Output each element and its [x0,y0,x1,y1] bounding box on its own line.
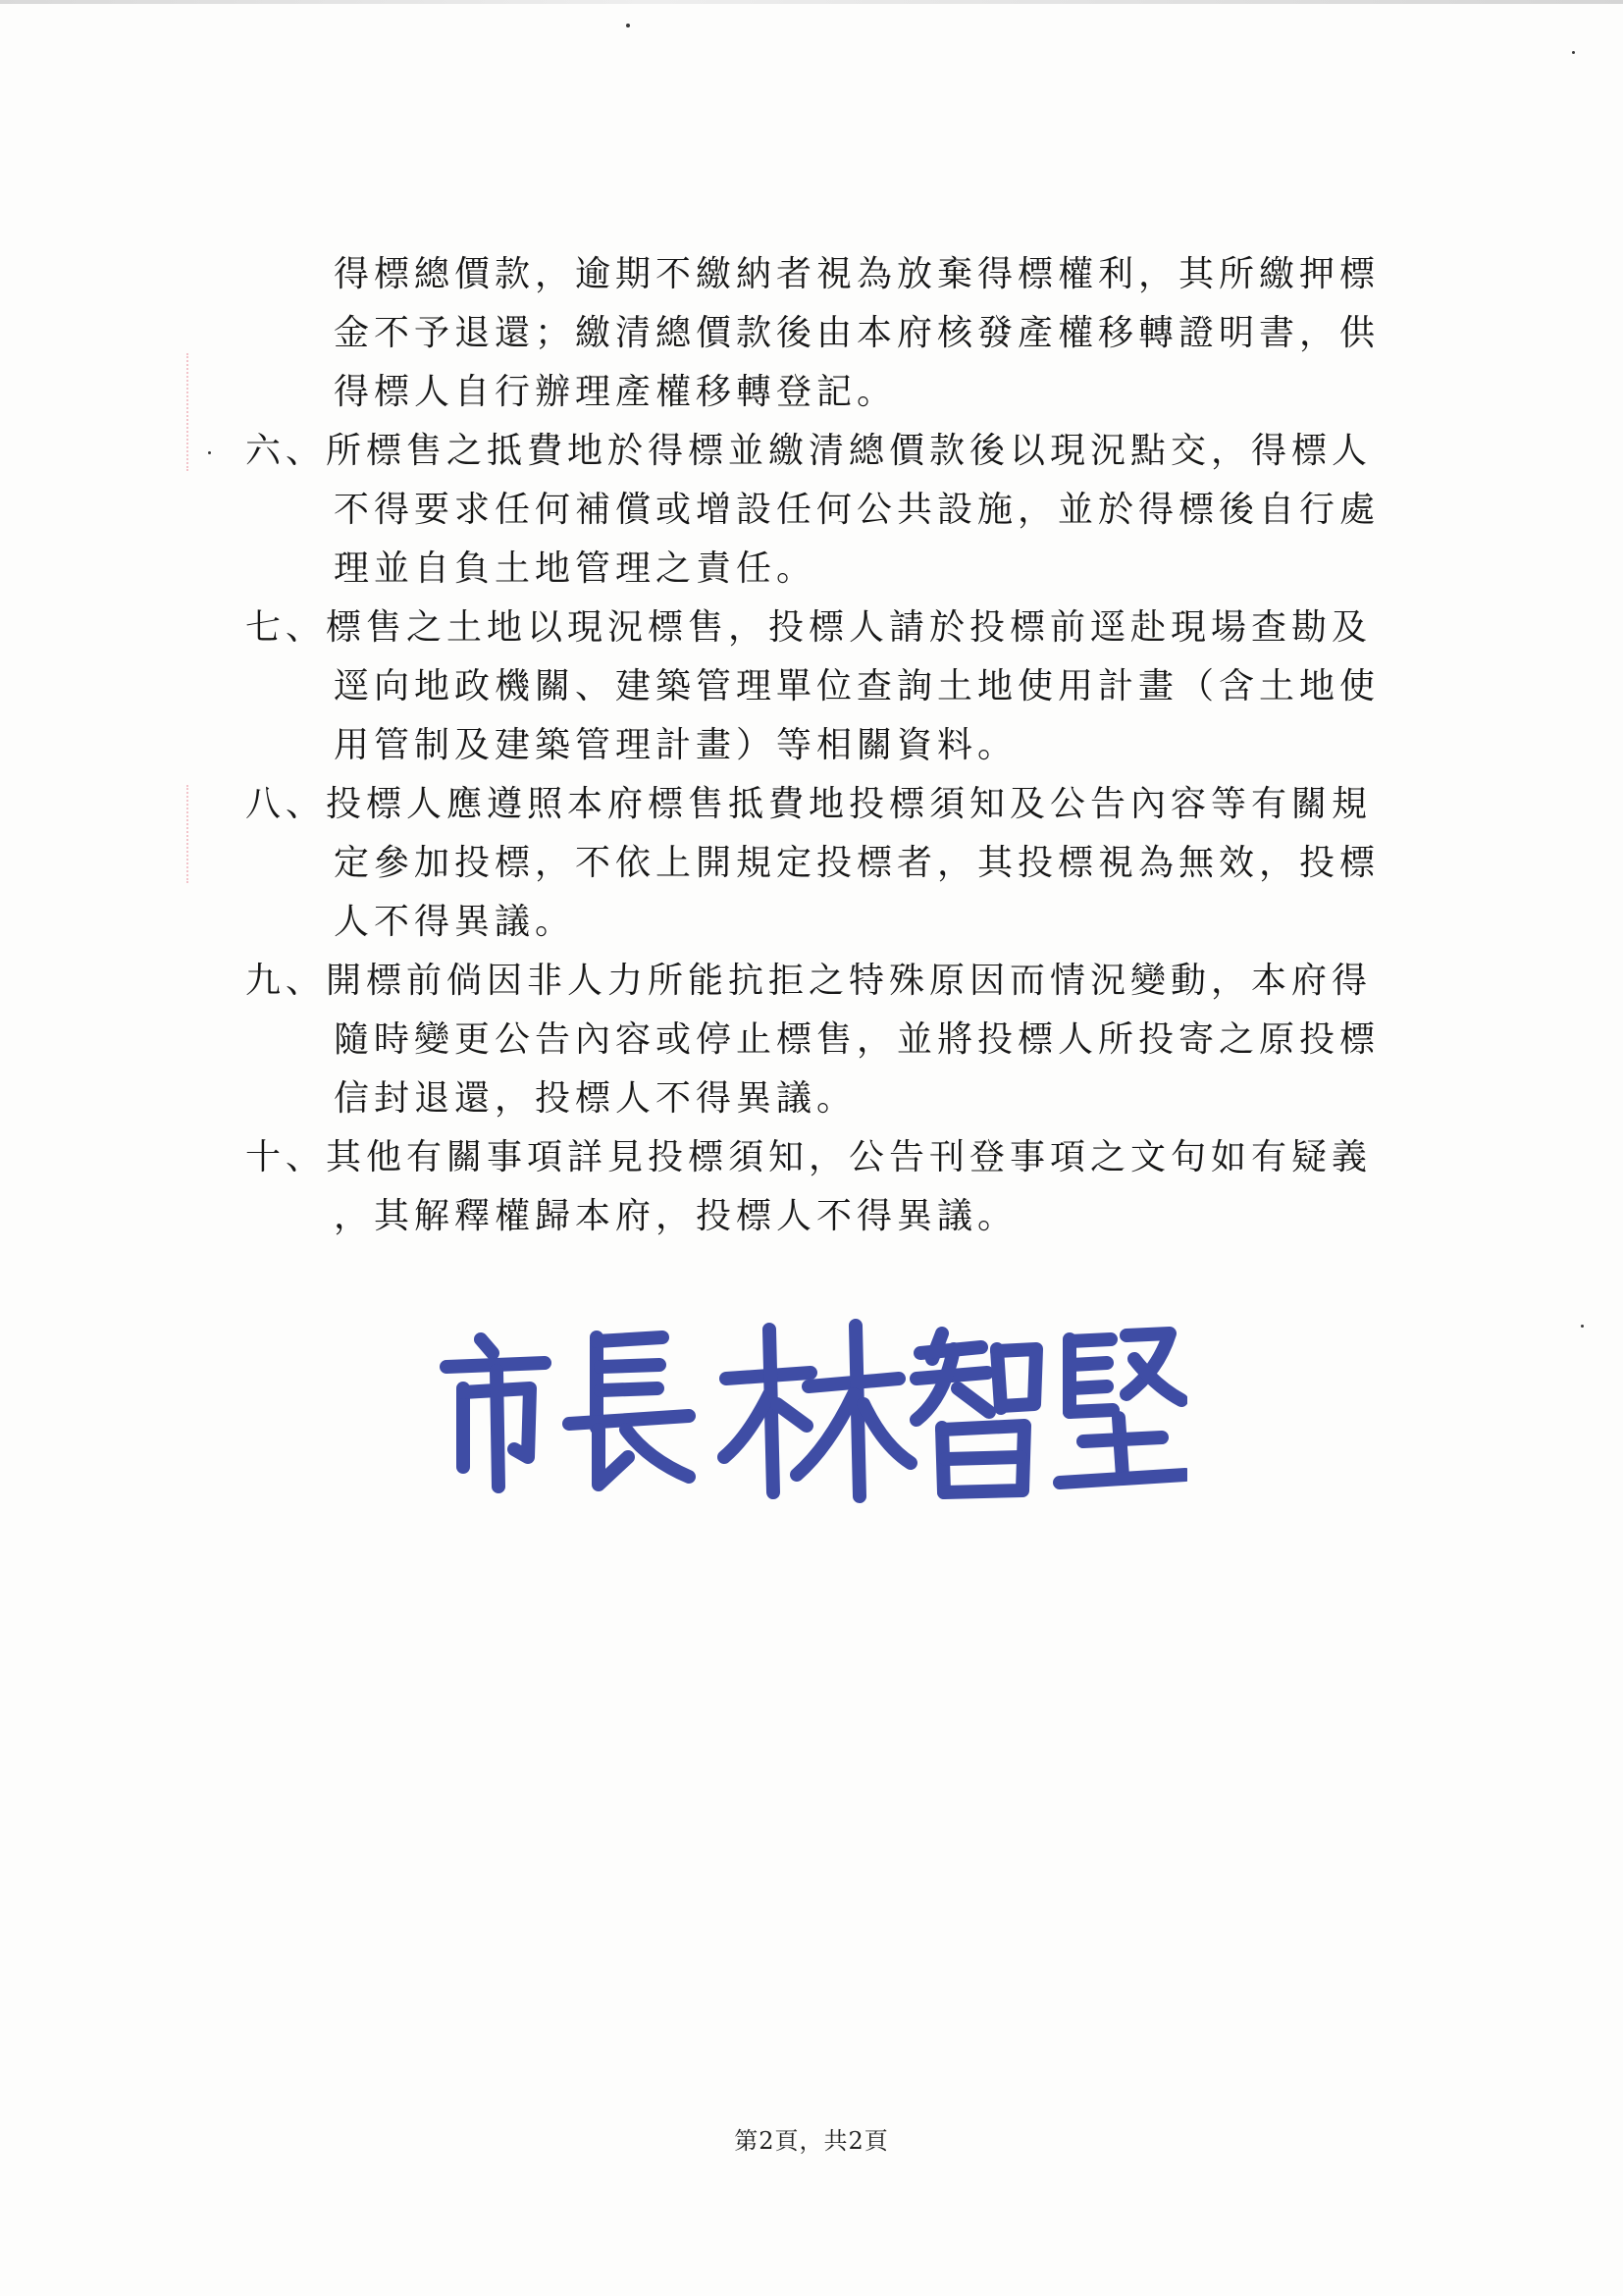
clause-number: 九、 [245,961,327,1001]
line-text: 逕向地政機關、建築管理單位查詢土地使用計畫（含土地使 [334,666,1381,706]
clause-number: 七、 [245,607,327,648]
line-text: 人不得異議。 [334,902,576,942]
scan-speck [626,24,630,27]
clause-number: 十、 [245,1137,327,1177]
line-text: 所標售之抵費地於得標並繳清總價款後以現況點交，得標人 [326,431,1373,471]
text-line [0,540,1623,599]
scan-speck [1572,51,1575,54]
text-line [0,304,1623,363]
clause-first-line [0,1128,1623,1187]
page-number-footer: 第2頁，共2頁 [734,2127,889,2155]
line-text: 其他有關事項詳見投標須知，公告刊登事項之文句如有疑義 [326,1137,1373,1177]
text-line [0,716,1623,775]
line-text: 不得要求任何補償或增設任何公共設施，並於得標後自行處 [334,490,1381,530]
clause-first-line [0,952,1623,1011]
line-text: 投標人應遵照本府標售抵費地投標須知及公告內容等有關規 [326,784,1373,824]
text-line [0,657,1623,716]
line-text: 得標人自行辦理產權移轉登記。 [334,372,898,412]
line-text: 信封退還，投標人不得異議。 [334,1078,858,1119]
text-line [0,363,1623,422]
line-text: 得標總價款，逾期不繳納者視為放棄得標權利，其所繳押標 [334,254,1381,294]
line-text: 定參加投標，不依上開規定投標者，其投標視為無效，投標 [334,843,1381,883]
text-line [0,245,1623,304]
clause-first-line [0,599,1623,657]
clause-number: 八、 [245,784,327,824]
clause-first-line [0,775,1623,834]
line-text: 標售之土地以現況標售，投標人請於投標前逕赴現場查勘及 [326,607,1373,648]
line-text: 開標前倘因非人力所能抗拒之特殊原因而情況變動，本府得 [326,961,1373,1001]
scan-top-edge [0,0,1623,4]
text-line [0,1011,1623,1070]
line-text: 隨時變更公告內容或停止標售，並將投標人所投寄之原投標 [334,1019,1381,1060]
mayor-signature-seal [432,1310,1187,1506]
announcement-body [0,245,1623,1246]
line-text: 金不予退還；繳清總價款後由本府核發產權移轉證明書，供 [334,313,1381,353]
scan-speck [1581,1325,1584,1328]
line-text: 用管制及建築管理計畫）等相關資料。 [334,725,1019,765]
line-text: 理並自負土地管理之責任。 [334,548,817,589]
text-line [0,481,1623,540]
text-line [0,1070,1623,1128]
clause-first-line [0,422,1623,481]
line-text: ，其解釋權歸本府，投標人不得異議。 [334,1196,1019,1236]
text-line [0,893,1623,952]
clause-number: 六、 [245,431,327,471]
text-line [0,1187,1623,1246]
text-line [0,834,1623,893]
